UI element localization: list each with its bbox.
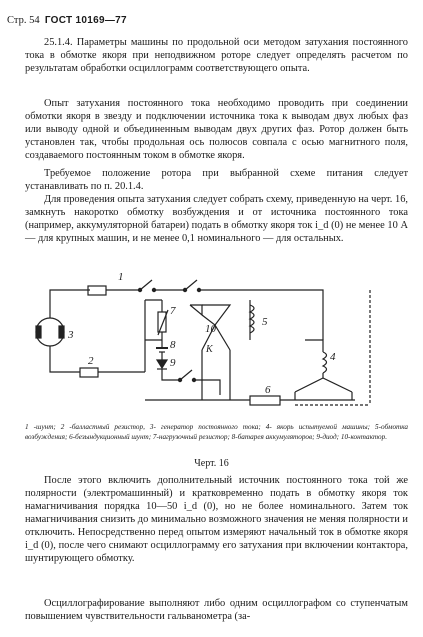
label-1: 1 xyxy=(118,271,124,283)
label-3: 3 xyxy=(68,329,74,341)
label-6: 6 xyxy=(265,384,271,396)
figure-caption: 1 -шунт; 2 -балластный резистор, 3- генератор постоянного тока; 4- якорь испытуемой машины; 5-обмотка возбуждения; 6-безындукционный шунт; 7-нагрузочный резистор; 8-батарея аккумуляторов; 9-диод; 10-контактор. xyxy=(25,423,408,441)
label-5: 5 xyxy=(262,316,268,328)
page-number: Стр. 54 xyxy=(7,15,40,26)
standard-number: ГОСТ 10169—77 xyxy=(44,15,127,26)
paragraph-2: Опыт затухания постоянного тока необходимо проводить при соединении обмотки якоря в звезду и подключении источника тока к выводам двух любых фаз или выводу одной и объединенным выводам двух других фаз. Ротор должен быть установлен так, чтобы продольная ось полюсов совпала с осью магнитного поля, создаваемого постоянным током в обмотке якоря. xyxy=(25,98,408,161)
label-2: 2 xyxy=(88,355,94,367)
paragraph-4: Для проведения опыта затухания следует собрать схему, приведенную на черт. 16, замкнуть накоротко обмотку возбуждения и от источника постоянного тока (например, аккумуляторной батареи) подать в обмотку якоря ток i_d (0) не менее 10 А — для крупных машин, и не менее 0,1 номинального — для остальных. xyxy=(25,194,408,244)
label-9: 9 xyxy=(170,357,176,369)
label-k: К xyxy=(206,344,213,355)
label-4: 4 xyxy=(330,351,336,363)
label-8: 8 xyxy=(170,339,176,351)
paragraph-6: Осциллографирование выполняют либо одним осциллографом со ступенчатым повышением чувствительности гальванометра (за- xyxy=(25,598,408,622)
label-7: 7 xyxy=(170,305,176,317)
circuit-diagram xyxy=(30,260,390,430)
figure-title: Черт. 16 xyxy=(194,458,229,469)
paragraph-5: После этого включить дополнительный источник постоянного тока той же полярности (электромашинный) и кратковременно подать в обмотку якоря ток намагничивания порядка 10—50 i_d (0), но не более номинального. Затем ток намагничивания снизить до минимально возможного значения не меняя полярности и отключить. Непосредственно перед опытом измеряют начальный ток в обмотке якоря i_d (0), после чего снимают осциллограмму его затухания при включении контактора, шунтирующего обмотку. xyxy=(25,475,408,564)
page-header xyxy=(7,15,127,26)
paragraph-3: Требуемое положение ротора при выбранной схеме питания следует устанавливать по п. 20.1.4. xyxy=(25,168,408,192)
label-10: 10 xyxy=(205,323,216,335)
paragraph-1: 25.1.4. Параметры машины по продольной оси методом затухания постоянного тока в обмотке якоря при неподвижном роторе следует определять расчетом по результатам обработки осциллограмм соответствующего опыта. xyxy=(25,37,408,74)
